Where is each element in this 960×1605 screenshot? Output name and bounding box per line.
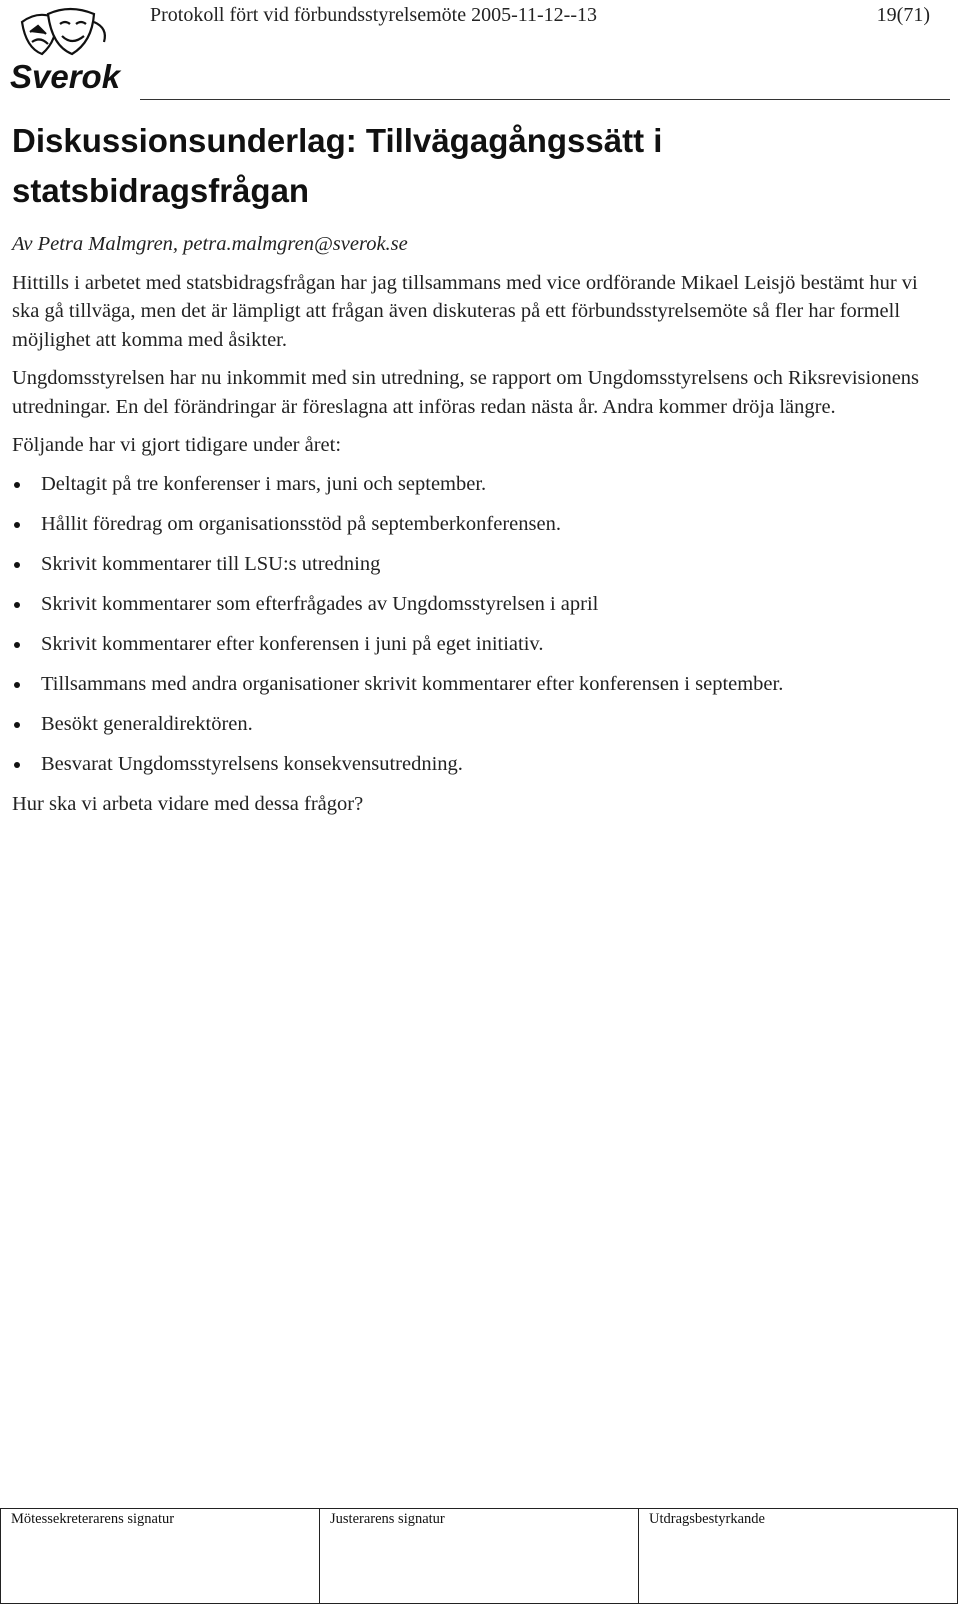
bullet-icon <box>14 642 20 648</box>
document-body <box>12 230 942 828</box>
page-number: 19(71) <box>876 4 930 26</box>
list-item: Deltagit på tre konferenser i mars, juni och september. <box>12 470 942 499</box>
bullet-icon <box>14 522 20 528</box>
document-title: Diskussionsunderlag: Tillvägagångssätt i statsbidragsfrågan <box>12 122 663 209</box>
signature-cell-adjuster: Justerarens signatur <box>320 1509 639 1604</box>
list-item: Skrivit kommentarer till LSU:s utredning <box>12 550 942 579</box>
closing-question: Hur ska vi arbeta vidare med dessa frågor? <box>12 792 364 815</box>
bullet-icon <box>14 562 20 568</box>
signature-table <box>0 1508 958 1604</box>
paragraph-intro: Hittills i arbetet med statsbidragsfrågan har jag tillsammans med vice ordförande Mikael Leisjö bestämt hur vi ska gå tillväga, men det är lämpligt att frågan även diskuteras på ett förbundsstyrelsemöte så fler har formell möjlighet att komma med åsikter. <box>12 271 918 351</box>
paragraph-report: Ungdomsstyrelsen har nu inkommit med sin utredning, se rapport om Ungdomsstyrelsens och Riksrevisionens utredningar. En del förändringar är föreslagna att införas redan nästa år. Andra kommer dröja längre. <box>12 367 920 418</box>
list-item: Hållit föredrag om organisationsstöd på septemberkonferensen. <box>12 510 942 539</box>
bullet-icon <box>14 602 20 608</box>
bullet-icon <box>14 762 20 768</box>
signature-cell-secretary: Mötessekreterarens signatur <box>1 1509 320 1604</box>
sverok-logo <box>8 2 138 94</box>
bullet-icon <box>14 682 20 688</box>
list-item: Tillsammans med andra organisationer skrivit kommentarer efter konferensen i september. <box>12 670 942 699</box>
list-item: Skrivit kommentarer som efterfrågades av Ungdomsstyrelsen i april <box>12 590 942 619</box>
activity-list <box>12 470 942 779</box>
logo-wordmark: Sverok <box>10 58 121 94</box>
list-item: Besökt generaldirektören. <box>12 710 942 739</box>
signature-cell-certification: Utdragsbestyrkande <box>639 1509 958 1604</box>
bullet-icon <box>14 482 20 488</box>
list-item: Skrivit kommentarer efter konferensen i juni på eget initiativ. <box>12 630 942 659</box>
bullet-icon <box>14 722 20 728</box>
list-item: Besvarat Ungdomsstyrelsens konsekvensutredning. <box>12 750 942 779</box>
theatre-masks-icon <box>22 9 105 54</box>
header-divider <box>140 99 950 100</box>
author-line: Av Petra Malmgren, petra.malmgren@sverok.se <box>12 233 408 255</box>
paragraph-list-intro: Följande har vi gjort tidigare under året: <box>12 434 342 456</box>
header-title: Protokoll fört vid förbundsstyrelsemöte 2005-11-12--13 <box>150 4 597 26</box>
